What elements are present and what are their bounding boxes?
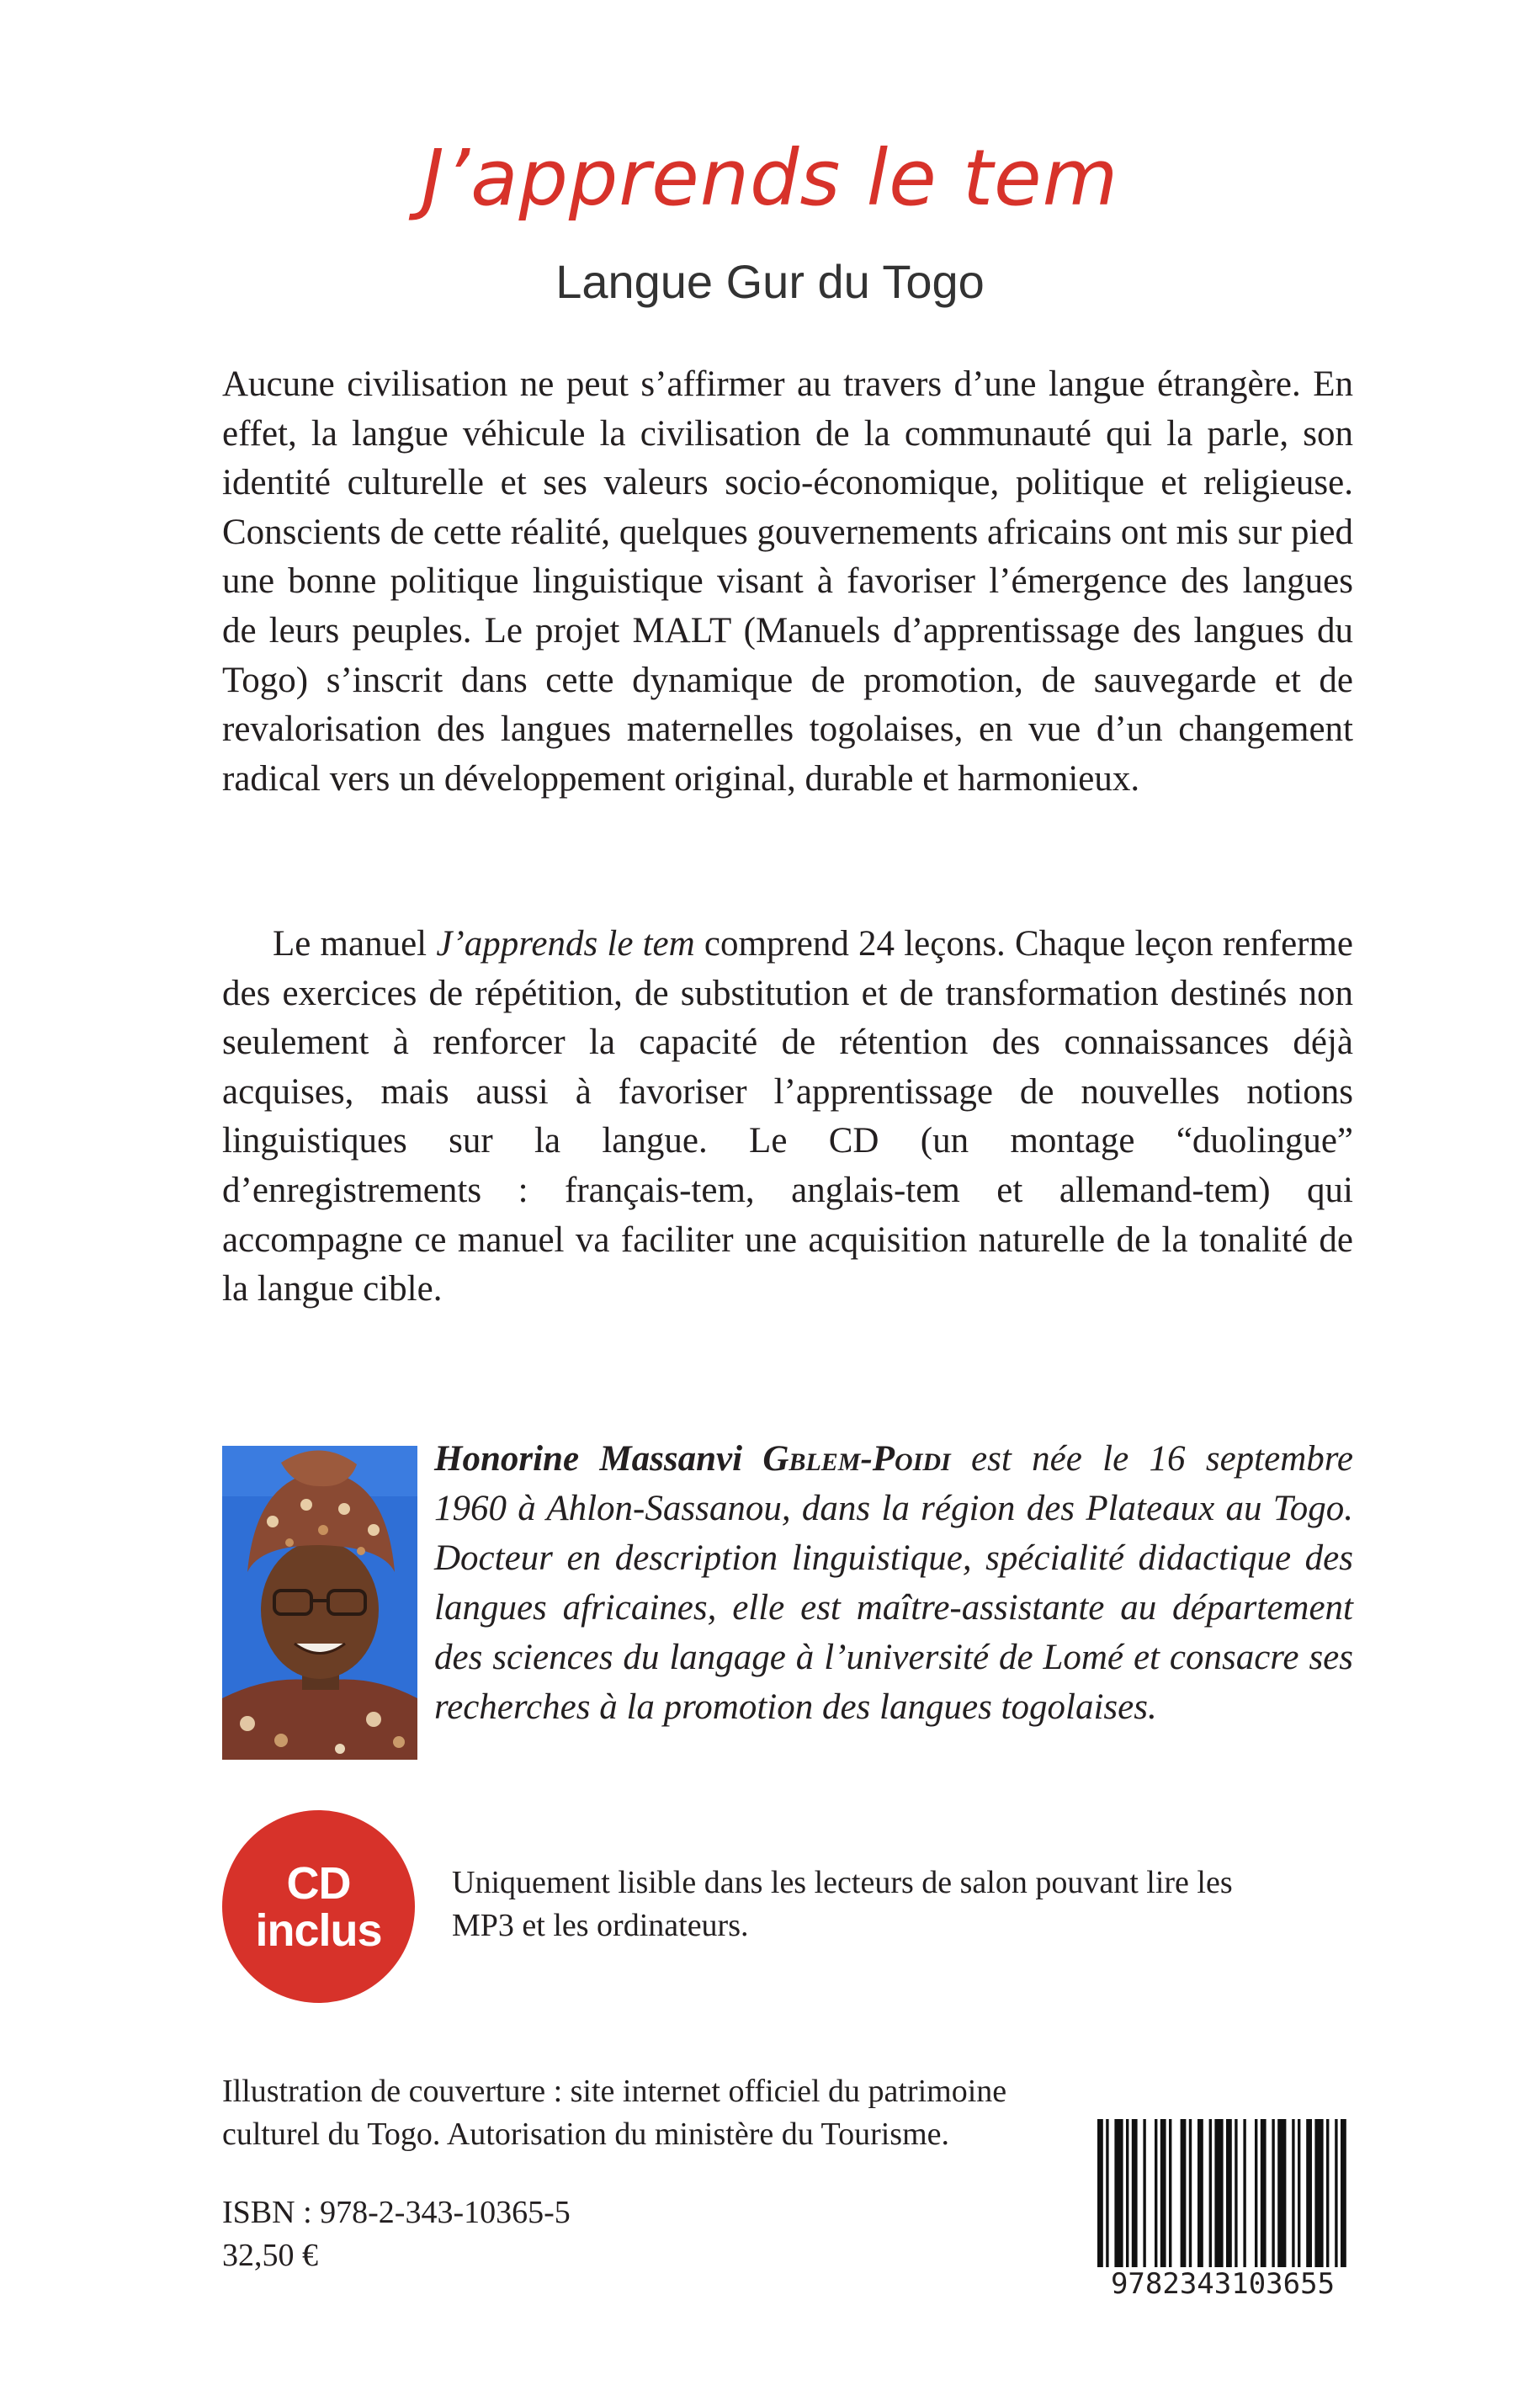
cd-compatibility-note: Uniquement lisible dans les lecteurs de salon pouvant lire les MP3 et les ordinateurs.: [452, 1865, 1233, 1943]
cd-badge-line-1: CD: [286, 1857, 351, 1909]
barcode-bar: [1292, 2119, 1294, 2287]
isbn: ISBN : 978-2-343-10365-5: [222, 2195, 571, 2230]
barcode-bar: [1243, 2119, 1245, 2287]
barcode-bar: [1226, 2119, 1232, 2287]
barcode-bar: [1169, 2119, 1171, 2287]
barcode-bar: [1209, 2119, 1212, 2287]
barcode-bar: [1255, 2119, 1257, 2287]
barcode-bar: [1272, 2119, 1274, 2287]
barcode-bar: [1261, 2119, 1267, 2287]
cover-illustration-credit: Illustration de couverture : site internet officiel du patrimoine culturel du Togo. Autorisation du ministère du Tourisme.: [222, 2074, 1007, 2152]
author-photo: [222, 1446, 417, 1760]
barcode-bar: [1189, 2119, 1192, 2287]
barcode-bar: [1197, 2119, 1203, 2287]
book-title: J’apprends le tem: [421, 133, 1119, 223]
barcode-bar: [1097, 2119, 1103, 2287]
author-bio-text: est née le 16 septembre 1960 à Ahlon-Sassanou, dans la région des Plateaux au Togo. Docteur en description linguistique, spécialité didactique des langues africaines, elle est maître-assistante au département des sciences du langage à l’université de Lomé et consacre ses recherches à la promotion des langues togolaises.: [434, 1439, 1353, 1727]
barcode-bar: [1160, 2119, 1166, 2287]
summary-paragraph-2-rest: comprend 24 leçons. Chaque leçon renferme des exercices de répétition, de substitution et de transformation destinés non seulement à renforcer la capacité de rétention des connaissances déjà acquises, mais aussi à favoriser l’apprentissage de nouvelles notions linguistiques sur la langue. Le CD (un montage “duolingue” d’enregistrements : français-tem, anglais-tem et allemand-tem) qui accompagne ce manuel va faciliter une acquisition naturelle de la tonalité de la langue cible.: [222, 924, 1354, 1309]
summary-paragraph-2: [222, 920, 1353, 1315]
barcode-bar: [1235, 2119, 1237, 2287]
inline-book-title: J’apprends le tem: [436, 924, 695, 964]
author-surname: Gblem-Poidi: [762, 1439, 951, 1479]
barcode-bar: [1106, 2119, 1108, 2287]
barcode-bar: [1132, 2119, 1138, 2287]
summary-paragraph-1: Aucune civilisation ne peut s’affirmer au travers d’une langue étrangère. En effet, la langue véhicule la civilisation de la communauté qui la parle, son identité culturelle et ses valeurs socio-économique, politique et religieuse. Conscients de cette réalité, quelques gouvernements africains ont mis sur pied une bonne politique linguistique visant à favoriser l’émergence des langues de leurs peuples. Le projet MALT (Manuels d’apprentissage des langues du Togo) s’inscrit dans cette dynamique de promotion, de sauvegarde et de revalorisation des langues maternelles togolaises, en vue d’un changement radical vers un développement original, durable et harmonieux.: [222, 364, 1353, 799]
author-bio: [434, 1434, 1353, 1732]
book-subtitle: Langue Gur du Togo: [555, 255, 985, 308]
barcode-bar: [1114, 2119, 1123, 2287]
barcode-bar: [1214, 2119, 1223, 2287]
author-name: [434, 1439, 951, 1479]
cd-included-badge: [222, 1810, 415, 2003]
barcode-bar: [1326, 2119, 1329, 2287]
author-first-names: Honorine Massanvi: [434, 1439, 763, 1479]
barcode-bar: [1126, 2119, 1128, 2287]
cd-badge-line-2: inclus: [255, 1904, 382, 1956]
barcode-bar: [1314, 2119, 1323, 2287]
barcode-bar: [1306, 2119, 1312, 2287]
price: 32,50 €: [222, 2238, 318, 2273]
summary-paragraph-2-lead: Le manuel: [273, 924, 437, 964]
barcode-bar: [1298, 2119, 1300, 2287]
barcode-bar: [1181, 2119, 1187, 2287]
barcode-bar: [1335, 2119, 1337, 2287]
barcode-bar: [1155, 2119, 1157, 2287]
barcode-bar: [1143, 2119, 1145, 2287]
barcode-bar: [1341, 2119, 1346, 2287]
barcode-digits: 9782343103655: [1091, 2267, 1355, 2301]
barcode-bar: [1277, 2119, 1286, 2287]
